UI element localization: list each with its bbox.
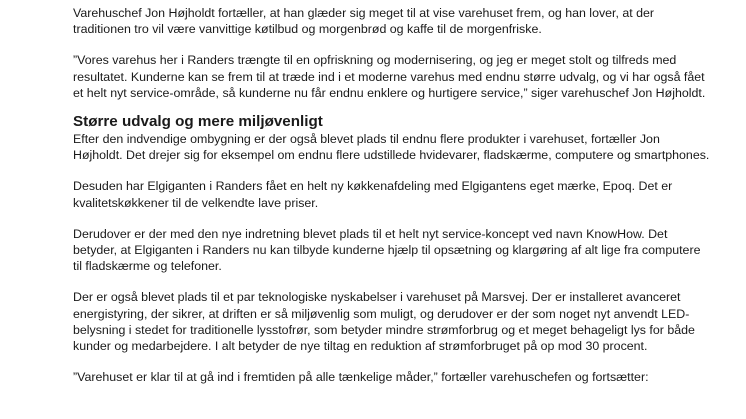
text-line: Desuden har Elgiganten i Randers fået en helt ny køkkenafdeling med Elgigantens eget mærke, Epoq. Det er [73,179,673,194]
text-line: betyder, at Elgiganten i Randers nu kan tilbyde kunderne hjælp til opsætning og klargøring af alt lige fra computere [73,243,701,258]
text-line: til fladskærme og telefoner. [73,259,222,274]
text-line: resultatet. Kunderne kan se frem til at træde ind i et moderne varehus med endnu større udvalg, og vi har også fået [73,69,705,84]
text-line: kunder og medarbejdere. I alt betyder de nye tiltag en reduktion af strømforbruget på op mod 30 procent. [73,339,648,354]
text-line: Efter den indvendige ombygning er der også blevet plads til endnu flere produkter i varehuset, fortæller Jon [73,132,660,147]
text-line: kvalitetskøkkener til de velkendte lave priser. [73,195,319,210]
text-line: Derudover er der med den nye indretning blevet plads til et helt nyt service-koncept ved navn KnowHow. Det [73,226,668,241]
kitchen-paragraph [73,178,743,210]
knowhow-paragraph [73,226,743,275]
text-line: et helt nyt service-område, så kunderne nu får endnu enklere og hurtigere service,” siger varehuschef Jon Højholdt. [73,85,706,100]
products-paragraph [73,131,743,163]
text-line: energistyring, der sikrer, at driften er så miljøvenlig som muligt, og derudover er der som noget nyt anvendt LED- [73,306,690,321]
text-line: traditionen tro vil være vanvittige køtilbud og morgenbrød og kaffe til de morgenfriske. [73,22,542,37]
text-line: belysning i stedet for traditionelle lysstofrør, som betyder mindre strømforbrug og et meget behageligt lys for både [73,322,695,337]
text-line: Varehuschef Jon Højholdt fortæller, at han glæder sig meget til at vise varehuset frem, og han lover, at der [73,6,655,20]
closing-paragraph [73,369,743,385]
document-page [73,5,743,402]
text-line: Højholdt. Det drejer sig for eksempel om endnu flere udstillede hvidevarer, fladskærme, computere og smartphones. [73,148,710,163]
intro-paragraph [73,5,743,37]
text-line: Der er også blevet plads til et par teknologiske nyskabelser i varehuset på Marsvej. Der er installeret avanceret [73,290,681,305]
section-heading: Større udvalg og mere miljøvenligt [73,113,323,131]
text-line: ”Varehuset er klar til at gå ind i fremtiden på alle tænkelige måder,” fortæller varehuschefen og fortsætter: [73,370,649,385]
text-line: ”Vores varehus her i Randers trængte til en opfriskning og modernisering, og jeg er meget stolt og tilfreds med [73,53,677,68]
energy-paragraph [73,289,743,354]
quote-paragraph [73,52,743,101]
